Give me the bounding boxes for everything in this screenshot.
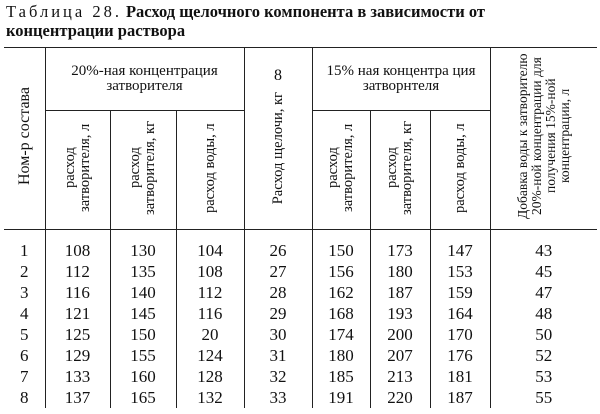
table-cell: 5	[20, 325, 29, 344]
table-cell: 8	[20, 388, 29, 407]
table-cell: 33	[244, 387, 312, 408]
table-cell: 213	[370, 366, 430, 387]
table-cell: 53	[490, 366, 597, 387]
table-cell: 55	[490, 387, 597, 408]
header-20-a-label: расход затворителя, л	[61, 123, 93, 212]
header-group-15-label: 15% ная концентра ция затворнтеля	[326, 63, 476, 94]
data-table	[4, 47, 597, 408]
table-row	[4, 282, 597, 303]
header-alkali-top: 8	[274, 67, 283, 84]
table-cell: 170	[430, 324, 490, 345]
table-cell: 32	[244, 366, 312, 387]
table-cell: 48	[490, 303, 597, 324]
table-cell: 108	[45, 230, 110, 262]
header-number-label: Ном-р состава	[15, 86, 33, 186]
table-cell: 112	[176, 282, 244, 303]
table-cell: 128	[176, 366, 244, 387]
table-cell: 174	[312, 324, 370, 345]
table-cell: 30	[244, 324, 312, 345]
header-20-b-label: расход затворителя, кг	[127, 120, 158, 215]
table-cell: 220	[370, 387, 430, 408]
table-cell: 31	[244, 345, 312, 366]
header-20-c-label: расход воды, л	[201, 122, 218, 213]
table-cell: 159	[430, 282, 490, 303]
table-row	[4, 230, 597, 262]
table-cell: 147	[430, 230, 490, 262]
table-cell: 150	[110, 324, 176, 345]
header-cell-20-a	[45, 111, 110, 230]
header-cell-15-b	[370, 111, 430, 230]
header-15-b-label: расход затворителя, кг	[384, 120, 416, 215]
header-group-20	[45, 48, 244, 111]
table-cell: 191	[312, 387, 370, 408]
table-cell: 104	[176, 230, 244, 262]
table-cell: 187	[430, 387, 490, 408]
table-row	[4, 303, 597, 324]
table-cell: 160	[110, 366, 176, 387]
table-cell: 125	[45, 324, 110, 345]
table-cell: 162	[312, 282, 370, 303]
table-cell: 137	[45, 387, 110, 408]
table-cell: 1	[20, 241, 29, 260]
table-cell: 207	[370, 345, 430, 366]
header-water-add-label: Добавка воды к затворителю 20%-ной концентрации для получения 15%-ной концентрации, л	[514, 53, 572, 219]
table-cell: 26	[244, 230, 312, 262]
table-header	[4, 48, 597, 230]
table-cell: 181	[430, 366, 490, 387]
table-cell: 187	[370, 282, 430, 303]
table-cell: 200	[370, 324, 430, 345]
table-cell: 150	[312, 230, 370, 262]
table-cell: 164	[430, 303, 490, 324]
table-cell: 132	[176, 387, 244, 408]
table-cell: 29	[244, 303, 312, 324]
table-cell: 156	[312, 261, 370, 282]
table-cell: 180	[312, 345, 370, 366]
table-cell: 20	[176, 324, 244, 345]
table-cell: 52	[490, 345, 597, 366]
table-cell: 3	[20, 283, 29, 302]
header-cell-15-a	[312, 111, 370, 230]
table-cell: 145	[110, 303, 176, 324]
header-group-15	[312, 48, 490, 111]
table-cell: 173	[370, 230, 430, 262]
table-cell: 168	[312, 303, 370, 324]
table-cell: 116	[45, 282, 110, 303]
header-15-c-label: расход воды, л	[451, 122, 468, 213]
header-cell-water-add	[490, 48, 597, 230]
table-cell: 121	[45, 303, 110, 324]
table-cell: 27	[244, 261, 312, 282]
table-body	[4, 230, 597, 409]
table-cell: 155	[110, 345, 176, 366]
table-cell: 165	[110, 387, 176, 408]
table-cell: 28	[244, 282, 312, 303]
table-title-prefix: Таблица 28.	[6, 2, 122, 21]
header-cell-number	[4, 48, 45, 230]
table-cell: 4	[20, 304, 29, 323]
header-15-a-label: расход затворителя, л	[325, 123, 357, 212]
table-cell: 112	[45, 261, 110, 282]
table-cell: 129	[45, 345, 110, 366]
header-cell-alkali	[244, 48, 312, 230]
table-title-text: Расход щелочного компонента в зависимости от концентрации раствора	[6, 2, 485, 40]
table-cell: 133	[45, 366, 110, 387]
table-cell: 6	[20, 346, 29, 365]
table-cell: 140	[110, 282, 176, 303]
table-cell: 108	[176, 261, 244, 282]
header-cell-20-b	[110, 111, 176, 230]
table-cell: 135	[110, 261, 176, 282]
table-cell: 2	[20, 262, 29, 281]
table-cell: 45	[490, 261, 597, 282]
table-cell: 124	[176, 345, 244, 366]
table-row	[4, 261, 597, 282]
table-cell: 7	[20, 367, 29, 386]
table-cell: 43	[490, 230, 597, 262]
table-cell: 193	[370, 303, 430, 324]
header-alkali-label: Расход щелочи, кг	[269, 92, 286, 205]
table-cell: 130	[110, 230, 176, 262]
table-title	[6, 2, 596, 40]
table-row	[4, 387, 597, 408]
table-cell: 180	[370, 261, 430, 282]
table-cell: 47	[490, 282, 597, 303]
table-cell: 185	[312, 366, 370, 387]
table-cell: 116	[176, 303, 244, 324]
header-group-20-label: 20%-ная концентрация затворителя	[71, 63, 218, 94]
header-cell-20-c	[176, 111, 244, 230]
table-row	[4, 345, 597, 366]
table-row	[4, 324, 597, 345]
table-cell: 176	[430, 345, 490, 366]
table-cell: 50	[490, 324, 597, 345]
table-row	[4, 366, 597, 387]
header-cell-15-c	[430, 111, 490, 230]
table-cell: 153	[430, 261, 490, 282]
